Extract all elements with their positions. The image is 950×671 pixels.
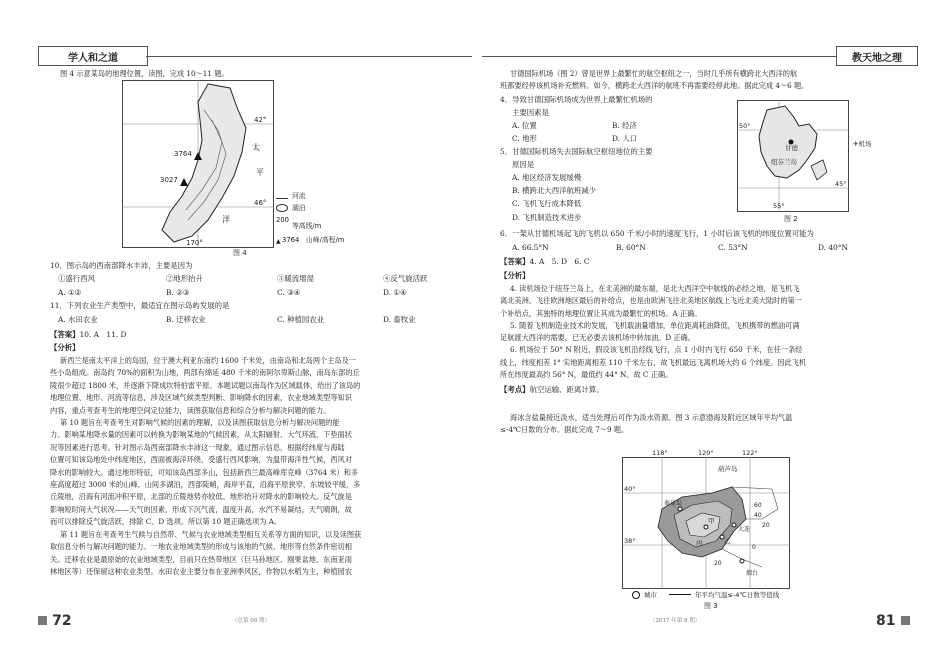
right-kaodian-tag: 【考点】 [500, 385, 530, 394]
left-analysis-line: 而可以排除反气旋活跃，排除 C、D 选项。所以第 10 题正确选项为 A。 [50, 517, 282, 527]
airplane-icon: ✈ [853, 140, 859, 148]
q4-stem-1: 4．导致甘德国际机场成为世界上最繁忙机场的 [500, 95, 653, 104]
legend-lake-label: 湖泊 [292, 204, 306, 212]
left-page-number-text: 72 [52, 613, 72, 629]
left-analysis-line: 第 10 题旨在考查考生对影响气候的因素的理解，以及读图获取信息分析与解决问题的能 [60, 418, 340, 428]
left-analysis-line: 座高度超过 3000 米的山峰。山间多湖泊，西部陡峭，海岸平直，沿海平原狭窄，东坡较平缓，多 [50, 480, 361, 490]
q11-choice-d: D. 畜牧业 [383, 315, 416, 324]
legend-river-icon [276, 190, 288, 199]
q4-choice-d: D. 人口 [612, 134, 638, 143]
q5-stem-1: 5．甘德国际机场失去国际航空枢纽地位的主要 [500, 147, 653, 156]
right-answer-text: 4. A 5. D 6. C [529, 257, 590, 266]
q4-choice-c: C. 地形 [512, 134, 537, 143]
q4-choice-a: A. 位置 [512, 121, 537, 130]
right-intro2 [500, 412, 912, 437]
fig3-legend-line: 年平均气温≤-4℃日数等值线 [695, 591, 780, 599]
right-intro [500, 68, 900, 93]
fig3-contour-60: 60 [754, 502, 762, 509]
left-analysis-line: 丘陵地，沿海有河流冲积平原，北部的丘陵地势亦较低。地形抬升对降水的影响较大。反气旋是 [50, 492, 352, 502]
fig4-lat-46: 46° [254, 199, 267, 207]
fig3-contour-20: 20 [762, 522, 770, 529]
fig3-city3: 甲 [708, 517, 715, 525]
q6-choice-d: D. 40°N [818, 243, 848, 252]
right-analysis-line: 足航渡大西洋的需要，已无必要去该机场中转加油。D 正确。 [500, 333, 695, 343]
q10-choice-b: B. ②③ [166, 288, 190, 297]
left-analysis-line: 地理位置、地形、河流等信息，涉及区域气候类型判断、影响降水的因素，农业地域类型等知识 [50, 393, 352, 403]
fig3-bay: 丙 [696, 539, 703, 547]
q10-choice-c: C. ③④ [277, 288, 301, 297]
fig3-contour-0: 0 [752, 544, 756, 551]
q6-stem: 6．一架从甘德机场起飞的飞机以 650 千米/小时的速度飞行，1 小时后该飞机的纬度位置可能为 [500, 229, 814, 238]
fig2-lon-55: 55° [773, 202, 785, 210]
q4-choice-b: B. 经济 [612, 121, 637, 130]
fig3-lat-38: 38° [624, 537, 636, 545]
legend-peak-icon: ▲ [276, 238, 281, 245]
figure2-caption: 图 2 [784, 215, 798, 223]
q10-choice-a: A. ①② [58, 288, 82, 297]
q6-choice-a: A. 66.5°N [512, 243, 549, 252]
left-analysis-body [50, 355, 470, 578]
fig3-contour-40: 40 [754, 512, 762, 519]
fig3-lon-118: 118° [652, 449, 668, 457]
fig4-peak-3764: 3764 [174, 150, 192, 158]
right-analysis-line: 所在纬度最高约 56° N，最低约 44° N。故 C 正确。 [500, 370, 673, 380]
right-page-number [876, 610, 910, 629]
left-analysis-line: 降水的影响较大。通过地形特征，可知该岛西部多山，包括新西兰最高峰库克峰（3764 米）和多 [50, 467, 359, 477]
figure3-legend [632, 590, 779, 599]
figure4-legend [276, 190, 366, 250]
q10-opt-3: ③暖流增湿 [277, 274, 314, 283]
fig3-city5: 烟台 [746, 570, 759, 577]
fig3-city4: 乙 [724, 537, 731, 545]
legend-peak-label: 山峰/高程/m [306, 236, 345, 244]
left-analysis-line: 陵很少超过 1800 米，并逐渐下降成坎特伯雷平原。本题试题以南岛作为区域载体，给出了该岛的 [50, 380, 361, 390]
fig2-lat-50: 50° [739, 122, 751, 130]
legend-lake-icon [276, 204, 288, 212]
legend-river-label: 河流 [292, 192, 306, 200]
fig2-lat-45: 45° [835, 180, 847, 188]
figure4-caption: 图 4 [233, 249, 247, 257]
figure2-map [737, 100, 849, 212]
fig4-sea-ping: 平 [256, 168, 264, 177]
right-header-title: 教天地之理 [836, 46, 918, 66]
left-page-square [38, 616, 47, 625]
fig3-lon-120: 120° [698, 449, 714, 457]
left-analysis-line: 些小岛组成。南岛约 70%的面积为山地，两部有绵延 480 千米的南阿尔卑斯山脉，南岛东部的丘 [50, 368, 360, 378]
left-analysis-line: 力。影响某地降水量的因素可以转换为影响某地的气候因素，从太阳辐射、大气环流、下垫面状 [50, 430, 352, 440]
right-analysis-line: 离北美洲、飞往欧洲地区最后的补给点，也是由欧洲飞往北美地区航线上飞近北美大陆时的第一 [500, 296, 802, 306]
legend-city-icon [632, 591, 640, 599]
left-analysis-line: 取信息分析与解决问题的能力。一地农业地域类型的形成与该地的气候、地形等自然条件密切相 [50, 542, 352, 552]
q10-stem: 10．图示岛的西南部降水丰沛，主要是因为 [50, 261, 193, 270]
fig4-lat-42: 42° [254, 116, 267, 124]
right-analysis-body [500, 283, 912, 381]
fig2-island: 纽芬兰岛 [771, 158, 797, 166]
right-intro2-line: 海冰含盐量接近淡水，适当处理后可作为淡水资源。图 3 示意渤海及附近区域年平均气温 [510, 413, 793, 422]
right-analysis-line: 个补给点，其独特的地理位置让其成为最繁忙的机场。A 正确。 [500, 308, 702, 318]
left-analysis-line: 内容，重点考查考生的地理空间定位能力，读图获取信息和综合分析与解决问题的能力。 [50, 405, 331, 415]
right-intro2-line: ≤-4℃日数的分布。据此完成 7～9 题。 [500, 425, 629, 435]
q5-choice-c: C. 飞机飞行成本降低 [512, 199, 582, 208]
q5-stem-2: 原因是 [512, 160, 535, 169]
left-analysis-line: 位置可知该岛地处中纬度地区，西面被海洋环绕，受盛行西风影响，为温带海洋性气候，西风对 [50, 455, 352, 465]
left-analysis-line: 第 11 题旨在考查考生气候与自然带、气候与农业地域类型相互关系等方面的知识，以及读图获 [60, 529, 362, 539]
left-analysis-line: 林地区等）还保留这种农业类型。水田农业主要分布在亚洲季风区，作物以水稻为主，种植园农 [50, 566, 352, 576]
figure2-legend [853, 139, 871, 148]
right-answer-tag: 【答案】 [500, 257, 530, 266]
right-analysis-line: 6. 机场位于 50° N 附近，假设该飞机沿经线飞行，点 1 小时内飞行 650 千米，在任一条经 [510, 345, 803, 355]
left-analysis-line: 新西兰是南太平洋上的岛国，位于澳大利亚东南约 1600 千米处，由南岛和北岛两个主岛及一 [60, 356, 356, 365]
left-page-number [38, 610, 72, 629]
fig2-city: 甘德 [785, 144, 798, 152]
fig3-lon-122: 122° [742, 449, 758, 457]
q11-choice-c: C. 种植园农业 [277, 315, 325, 324]
fig3-legend-city: 城市 [644, 591, 657, 599]
left-analysis-line: 关。迁移农业是最原始的农业地域类型，目前只在热带地区（巨马孙地区、刚果盆地、东南亚雨 [50, 554, 352, 564]
left-analysis-line: 影响短时间大气状况——天气的因素，形成下沉气流，温度升高，水汽不易凝结，天气晴朗，故 [50, 504, 352, 514]
left-header-rule [146, 56, 472, 57]
fig2-legend-label: 机场 [858, 140, 872, 148]
q6-choice-b: B. 60°N [616, 243, 646, 252]
right-answer [500, 256, 589, 269]
right-page-number-text: 81 [876, 613, 896, 629]
fig3-island: 葫芦岛 [718, 465, 738, 473]
q5-choice-b: B. 横跨北大西洋航班减少 [512, 186, 597, 195]
right-header-rule [482, 56, 836, 57]
q11-choice-a: A. 水田农业 [58, 315, 98, 324]
legend-isoline-icon [669, 594, 691, 595]
right-kaodian [500, 384, 604, 397]
left-header-title: 学人和之道 [38, 46, 148, 66]
left-footer: （总第 08 期） [232, 618, 270, 624]
left-answer [50, 329, 126, 342]
right-analysis-line: 5. 随着飞机制造业技术的发展，飞机载油量增加，单位距离耗油降低，飞机携带的燃油可满 [510, 320, 800, 330]
figure4-map [122, 80, 274, 248]
left-answer-text: 10. A 11. D [79, 330, 127, 339]
q10-opt-2: ②地形抬升 [166, 274, 203, 283]
fig3-contour-20b: 20 [714, 560, 722, 567]
q6-choice-c: C. 53°N [718, 243, 748, 252]
fig4-sea-tai: 太 [252, 143, 260, 152]
q4-stem-2: 主要因素是 [512, 108, 549, 117]
q10-opt-1: ①盛行西风 [58, 274, 95, 283]
legend-contour-label: 等高线/m [292, 222, 322, 230]
fig4-peak-3027: 3027 [160, 176, 178, 184]
q5-choice-a: A. 地区经济发展缓慢 [512, 173, 582, 182]
legend-contour-value: 200 [276, 216, 289, 224]
left-analysis-tag: 【分析】 [50, 343, 80, 352]
q10-choice-d: D. ①④ [383, 288, 407, 297]
right-intro-line: 甘德国际机场（图 2）曾是世界上最繁忙的航空枢纽之一，当时几乎所有横跨北大西洋的航 [510, 69, 798, 78]
right-intro-line: 班都要经停该机场补充燃料。如今，横跨北大西洋的航班不再需要经停此地。据此完成 4～6 题。 [500, 81, 809, 91]
right-kaodian-text: 航空运输、距离计算。 [529, 385, 604, 394]
figure3-map [622, 449, 790, 589]
figure3-caption: 图 3 [704, 602, 718, 610]
legend-peak-value: 3764 [282, 236, 300, 244]
fig4-lon-170: 170° [186, 239, 203, 247]
q11-choice-b: B. 迁移农业 [166, 315, 206, 324]
q11-stem: 11．下列农业生产类型中，最适宜在图示岛屿发展的是 [50, 301, 230, 310]
left-intro: 图 4 示意某岛的地理位置，读图，完成 10～11 题。 [60, 69, 229, 78]
q10-opt-4: ④反气旋活跃 [383, 274, 428, 283]
right-analysis-tag: 【分析】 [500, 271, 530, 280]
right-page-square [901, 616, 910, 625]
fig3-city2: 大连 [738, 526, 751, 533]
left-answer-tag: 【答案】 [50, 330, 80, 339]
left-analysis-line: 况等因素进行思考。针对图示岛西南部降水丰沛这一现象，通过图示信息，根据经纬度与海陆 [50, 442, 345, 452]
fig3-lat-40: 40° [624, 485, 636, 493]
fig4-sea-yang: 洋 [222, 215, 230, 224]
fig3-city1: 秦皇岛 [664, 500, 683, 507]
right-analysis-line: 线上，纬度相差 1° 实地距离相差 110 千米左右，故飞机最远飞离机场大约 6 个纬度。因此飞机 [500, 357, 807, 367]
q5-choice-d: D. 飞机制造技术进步 [512, 213, 582, 222]
right-analysis-line: 4. 读机场位于纽芬兰岛上，在北美洲的最东端，是北大西洋空中航线的必经之地，是飞机飞 [510, 284, 800, 293]
right-footer: （2017 年第 8 期） [650, 618, 701, 624]
